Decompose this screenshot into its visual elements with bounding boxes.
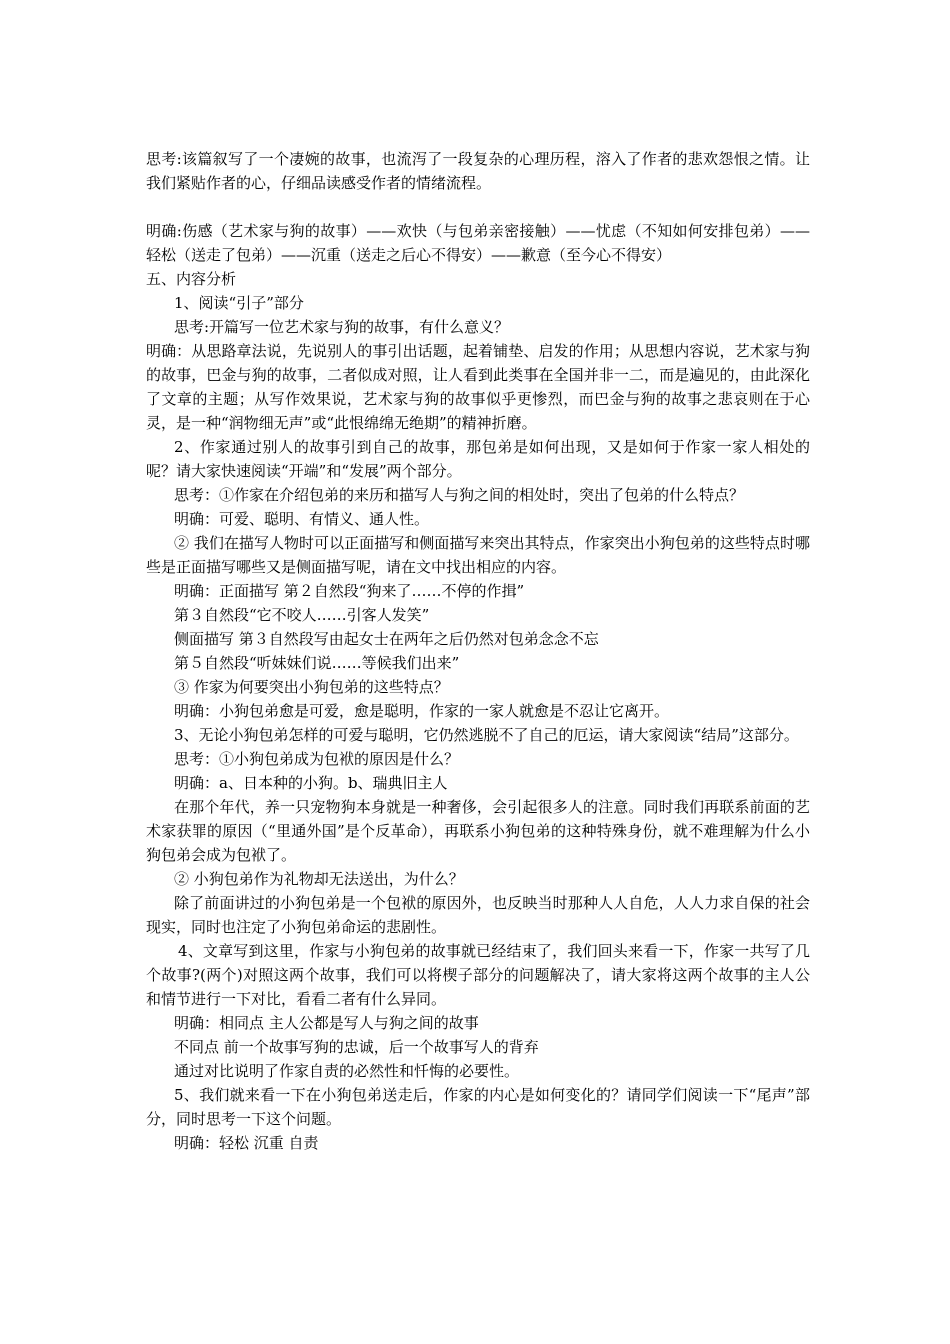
- paragraph-answer-indirect-2: 第５自然段“听妹妹们说……等候我们出来”: [174, 654, 460, 672]
- paragraph-think-traits: 思考：①作家在介绍包弟的来历和描写人与狗之间的相处时，突出了包弟的什么特点？: [174, 486, 745, 504]
- paragraph-question-gift: ② 小狗包弟作为礼物却无法送出，为什么？: [174, 870, 464, 888]
- paragraph-answer-emotion-flow: 明确:伤感（艺术家与狗的故事）——欢快（与包弟亲密接触）——忧虑（不知如何安排包弟）——轻松（送走了包弟）——沉重（送走之后心不得安）——歉意（至今心不得安）: [146, 222, 810, 264]
- paragraph-question-5: 5、我们就来看一下在小狗包弟送走后，作家的内心是如何变化的？请同学们阅读一下“尾声”部分，同时思考一下这个问题。: [146, 1086, 810, 1128]
- paragraph-answer-indirect-1: 侧面描写 第３自然段写由起女士在两年之后仍然对包弟念念不忘: [174, 630, 599, 648]
- paragraph-question-3: 3、无论小狗包弟怎样的可爱与聪明，它仍然逃脱不了自己的厄运，请大家阅读“结局”这部分。: [174, 726, 799, 744]
- paragraph-gift-explanation: 除了前面讲过的小狗包弟是一个包袱的原因外，也反映当时那种人人自危，人人力求自保的社会现实，同时也注定了小狗包弟命运的悲剧性。: [146, 894, 810, 936]
- paragraph-question-why-traits: ③ 作家为何要突出小狗包弟的这些特点？: [174, 678, 449, 696]
- paragraph-think-opening: 思考:开篇写一位艺术家与狗的故事，有什么意义？: [174, 318, 510, 336]
- paragraph-answer-different: 不同点 前一个故事写狗的忠诚，后一个故事写人的背弃: [174, 1038, 539, 1056]
- paragraph-think-intro: 思考:该篇叙写了一个凄婉的故事，也流泻了一段复杂的心理历程，溶入了作者的悲欢怨恨之情。让我们紧贴作者的心，仔细品读感受作者的情绪流程。: [146, 150, 810, 192]
- paragraph-question-4: 4、文章写到这里，作家与小狗包弟的故事就已经结束了，我们回头来看一下，作家一共写了几个故事?(两个)对照这两个故事，我们可以将楔子部分的问题解决了，请大家将这两个故事的主人公和情节进行一下对比，看看二者有什么异同。: [146, 942, 810, 1008]
- paragraph-answer-same: 明确：相同点 主人公都是写人与狗之间的故事: [174, 1014, 479, 1032]
- paragraph-answer-why-traits: 明确：小狗包弟愈是可爱，愈是聪明，作家的一家人就愈是不忍让它离开。: [174, 702, 670, 720]
- paragraph-answer-5: 明确：轻松 沉重 自责: [174, 1134, 319, 1152]
- paragraph-answer-burden: 明确：a、日本种的小狗。b、瑞典旧主人: [174, 774, 448, 792]
- paragraph-answer-direct-2: 第３自然段“它不咬人……引客人发笑”: [174, 606, 430, 624]
- paragraph-contrast-conclusion: 通过对比说明了作家自责的必然性和忏悔的必要性。: [174, 1062, 520, 1080]
- paragraph-read-intro-part: 1、阅读“引子”部分: [174, 294, 304, 312]
- document-body: [146, 147, 810, 1155]
- paragraph-question-2: 2、作家通过别人的故事引到自己的故事，那包弟是如何出现，又是如何于作家一家人相处的呢？请大家快速阅读“开端”和“发展”两个部分。: [146, 438, 810, 480]
- paragraph-think-burden: 思考：①小狗包弟成为包袱的原因是什么？: [174, 750, 460, 768]
- paragraph-gap: [146, 195, 810, 219]
- paragraph-burden-explanation: 在那个年代，养一只宠物狗本身就是一种奢侈，会引起很多人的注意。同时我们再联系前面的艺术家获罪的原因（“里通外国”是个反革命），再联系小狗包弟的这种特殊身份，就不难理解为什么小狗包弟会成为包袱了。: [146, 798, 810, 864]
- paragraph-answer-opening: 明确：从思路章法说，先说别人的事引出话题，起着铺垫、启发的作用；从思想内容说，艺术家与狗的故事，巴金与狗的故事，二者似成对照，让人看到此类事在全国并非一二，而是遍见的，由此深化了文章的主题；从写作效果说，艺术家与狗的故事似乎更惨烈，而巴金与狗的故事之悲哀则在于心灵，是一种“润物细无声”或“此恨绵绵无绝期”的精神折磨。: [146, 342, 810, 432]
- paragraph-question-description: ② 我们在描写人物时可以正面描写和侧面描写来突出其特点，作家突出小狗包弟的这些特点时哪些是正面描写哪些又是侧面描写呢，请在文中找出相应的内容。: [146, 534, 810, 576]
- paragraph-answer-traits: 明确：可爱、聪明、有情义、通人性。: [174, 510, 430, 528]
- section-heading-content-analysis: 五、内容分析: [146, 270, 237, 288]
- paragraph-answer-direct-1: 明确：正面描写 第２自然段“狗来了……不停的作揖”: [174, 582, 525, 600]
